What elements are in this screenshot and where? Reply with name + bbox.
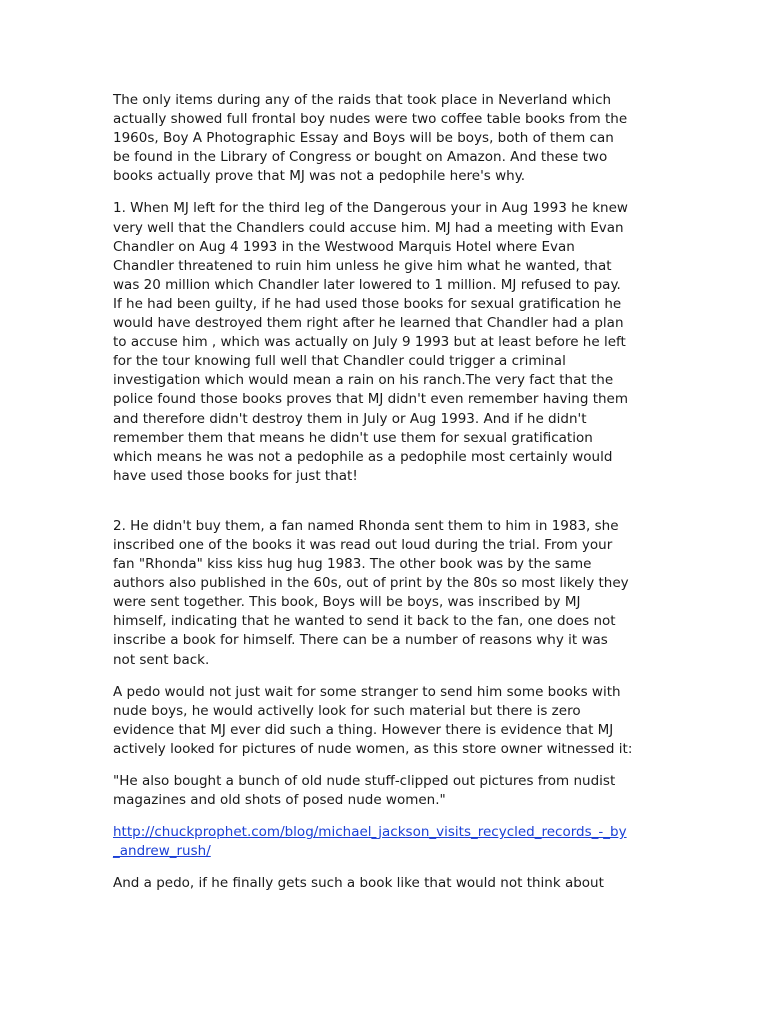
paragraph-spacer xyxy=(113,861,633,874)
paragraph-closing: And a pedo, if he finally gets such a book like that would not think about xyxy=(113,875,604,892)
source-link[interactable]: http://chuckprophet.com/blog/michael_jackson_visits_recycled_records_-_by_andrew_rush/ xyxy=(113,824,627,860)
paragraph-spacer xyxy=(113,759,633,772)
paragraph-spacer xyxy=(113,186,633,199)
paragraph-point-2: 2. He didn't buy them, a fan named Rhonda sent them to him in 1983, she inscribed one of the books it was read out loud during the trial. From your fan "Rhonda" kiss kiss hug hug 1983. The other book was by the same authors also published in the 60s, out of print by the 80s so most likely they were sent together. This book, Boys will be boys, was inscribed by MJ himself, indicating that he wanted to send it back to the fan, one does not inscribe a book for himself. There can be a number of reasons why it was not sent back. xyxy=(113,517,629,668)
paragraph-spacer xyxy=(113,810,633,823)
paragraph-spacer xyxy=(113,670,633,683)
paragraph-intro: The only items during any of the raids that took place in Neverland which actually showed full frontal boy nudes were two coffee table books from the 1960s, Boy A Photographic Essay and Boys will be boys, both of them can be found in the Library of Congress or bought on Amazon. And these two books actually prove that MJ was not a pedophile here's why. xyxy=(113,92,628,185)
paragraph-quote: "He also bought a bunch of old nude stuff-clipped out pictures from nudist magazines and old shots of posed nude women." xyxy=(113,773,616,809)
paragraph-link xyxy=(113,823,633,861)
paragraph-pedo-argument: A pedo would not just wait for some stranger to send him some books with nude boys, he would activelly look for such material but there is zero evidence that MJ ever did such a thing. However there is evidence that MJ actively looked for pictures of nude women, as this store owner witnessed it: xyxy=(113,683,633,757)
paragraph-point-1: 1. When MJ left for the third leg of the Dangerous your in Aug 1993 he knew very well that the Chandlers could accuse him. MJ had a meeting with Evan Chandler on Aug 4 1993 in the Westwood Marquis Hotel where Evan Chandler threatened to ruin him unless he give him what he wanted, that was 20 million which Chandler later lowered to 1 million. MJ refused to pay. If he had been guilty, if he had used those books for sexual gratification he would have destroyed them right after he learned that Chandler had a plan to accuse him , which was actually on July 9 1993 but at least before he left for the tour knowing full well that Chandler could trigger a criminal investigation which would mean a rain on his ranch.The very fact that the police found those books proves that MJ didn't even remember having them and therefore didn't destroy them in July or Aug 1993. And if he didn't remember them that means he didn't use them for sexual gratification which means he was not a pedophile as a pedophile most certainly would have used those books for just that! xyxy=(113,200,628,484)
document-body xyxy=(113,91,633,893)
paragraph-spacer xyxy=(113,486,633,517)
